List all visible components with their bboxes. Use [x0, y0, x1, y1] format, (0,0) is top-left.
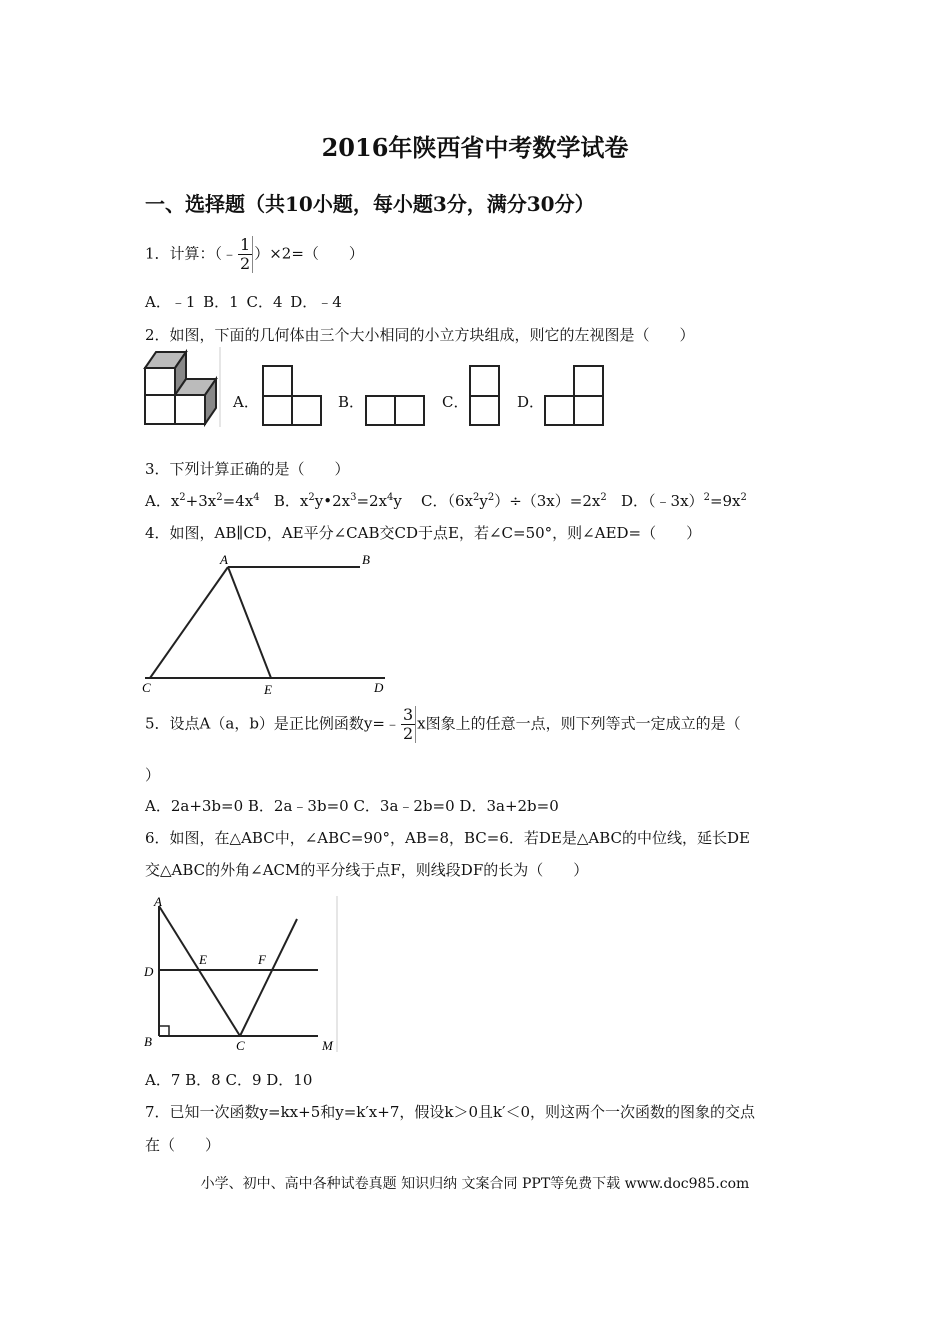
q3-option-b: B．$x^2y•2x^3=2x^4y$	[273, 492, 402, 510]
q6-right-angle	[159, 1026, 169, 1036]
question-1	[145, 236, 364, 273]
q6-label-m: M	[322, 1038, 333, 1053]
q6-line-cf	[240, 919, 297, 1036]
q4-line-ae	[228, 567, 271, 678]
q4-line-ac	[150, 567, 228, 678]
q4-label-a: A	[220, 552, 228, 567]
q6-label-d: D	[144, 964, 154, 979]
q2-option-b-figure	[365, 395, 427, 427]
q3-options	[145, 490, 747, 511]
q5-numerator: 3	[402, 705, 414, 724]
q6-label-a: A	[154, 894, 162, 909]
q1-text-b: ）×2=（ ）	[254, 244, 364, 263]
q6-figure	[140, 892, 340, 1054]
question-2: 2．如图，下面的几何体由三个大小相同的小立方块组成，则它的左视图是（ ）	[145, 326, 695, 344]
q2-option-a-label: A．	[233, 393, 259, 411]
question-7-line-2: 在（ ）	[145, 1136, 221, 1154]
question-4: 4．如图，AB∥CD，AE平分∠CAB交CD于点E，若∠C=50°，则∠AED=（ ）	[145, 524, 702, 542]
q2-option-d-label: D．	[517, 393, 545, 411]
question-6-line-2: 交△ABC的外角∠ACM的平分线于点F，则线段DF的长为（ ）	[145, 861, 589, 879]
q5-options: A．2a+3b=0 B．2a﹣3b=0 C．3a﹣2b=0 D．3a+2b=0	[145, 797, 559, 815]
q1-options: A．﹣1 B．1 C．4 D．﹣4	[145, 293, 342, 311]
q2-solid-figure	[140, 347, 220, 429]
section-heading: 一、选择题（共10小题，每小题3分，满分30分）	[145, 192, 595, 216]
q6-label-c: C	[236, 1038, 245, 1053]
q5-text-b: x图象上的任意一点，则下列等式一定成立的是（	[417, 714, 741, 733]
q2-option-a-figure	[262, 365, 324, 427]
q4-label-d: D	[374, 680, 384, 695]
footer-ad-text: 小学、初中、高中各种试卷真题 知识归纳 文案合同 PPT等免费下载 www.doc985.com	[200, 1176, 750, 1192]
q4-figure	[140, 550, 390, 698]
q2-option-c-figure	[469, 365, 501, 427]
q3-option-d: D．$(﹣3x)^2=9x^2$	[621, 492, 747, 510]
q4-label-c: C	[142, 680, 151, 695]
q3-option-c: C．$(6x^2y^2)\div(3x)=2x^2$	[420, 492, 607, 510]
q1-denominator: 2	[240, 254, 251, 273]
q1-fraction	[238, 236, 253, 273]
q5-denominator: 2	[402, 724, 414, 743]
q5-continuation: ）	[145, 766, 161, 784]
question-3: 3．下列计算正确的是（ ）	[145, 460, 350, 478]
question-7-line-1: 7．已知一次函数y=kx+5和y=k′x+7，假设k＞0且k′＜0，则这两个一次函数的图象的交点	[145, 1103, 756, 1121]
q5-fraction	[401, 706, 416, 743]
q2-option-d-figure	[544, 365, 606, 427]
page-title: 2016年陕西省中考数学试卷	[321, 133, 629, 162]
q4-label-b: B	[362, 552, 370, 567]
q6-label-e: E	[199, 952, 207, 967]
question-5	[145, 706, 741, 743]
q6-label-f: F	[258, 952, 266, 967]
q6-label-b: B	[144, 1034, 152, 1049]
question-6-line-1: 6．如图，在△ABC中，∠ABC=90°，AB=8，BC=6．若DE是△ABC的中位线，延长DE	[145, 829, 750, 847]
q3-option-a: A．$x^2+3x^2=4x^4$	[145, 492, 260, 510]
q4-label-e: E	[264, 682, 272, 697]
q1-numerator: 1	[240, 235, 251, 254]
q2-option-c-label: C．	[442, 393, 469, 411]
q5-text-a: 5．设点A（a，b）是正比例函数y=﹣	[145, 714, 400, 733]
q6-options: A．7 B．8 C．9 D．10	[145, 1071, 313, 1089]
q2-option-b-label: B．	[338, 393, 365, 411]
q1-text-a: 1．计算：（﹣	[145, 244, 238, 263]
